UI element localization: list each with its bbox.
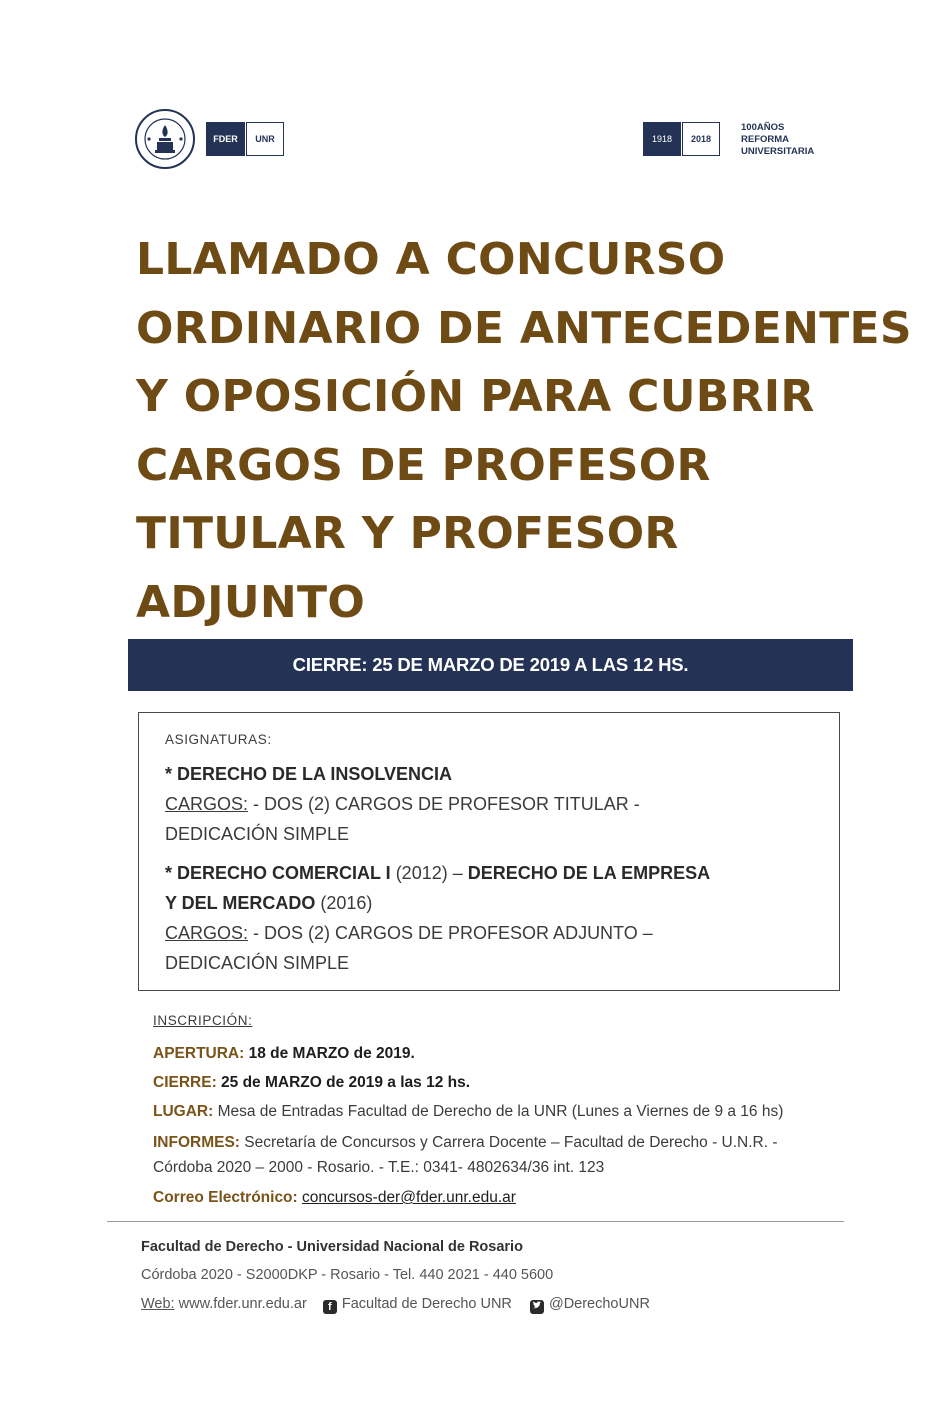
email-label: Correo Electrónico:: [153, 1189, 298, 1206]
footer-links: [141, 1296, 650, 1314]
facebook-link[interactable]: Facultad de Derecho UNR: [341, 1296, 512, 1312]
email-row: [153, 1183, 516, 1212]
lugar-label: LUGAR:: [153, 1103, 214, 1120]
subject-2-title-a: * DERECHO COMERCIAL I: [165, 863, 391, 883]
subject-1-title: * DERECHO DE LA INSOLVENCIA: [165, 764, 453, 784]
inscription-heading: INSCRIPCIÓN:: [153, 1013, 253, 1028]
centenary-line: REFORMA: [741, 134, 790, 145]
page-title: [136, 226, 912, 637]
centenary-line: 100AÑOS: [741, 122, 785, 133]
cargos-label: CARGOS:: [165, 794, 249, 814]
subject-1-cargos: [165, 790, 640, 820]
web-link[interactable]: www.fder.unr.edu.ar: [174, 1296, 307, 1312]
lugar-row: [153, 1097, 783, 1126]
email-link[interactable]: concursos-der@fder.unr.edu.ar: [302, 1189, 516, 1206]
informes-row-2: Córdoba 2020 – 2000 - Rosario. - T.E.: 0341- 4802634/36 int. 123: [153, 1159, 605, 1176]
centenary-line: UNIVERSITARIA: [741, 146, 815, 157]
subject-1-dedication: DEDICACIÓN SIMPLE: [165, 824, 350, 844]
subjects-heading: ASIGNATURAS:: [165, 732, 272, 747]
centenary-reform-logo: [741, 122, 851, 158]
twitter-icon: [530, 1300, 544, 1314]
facebook-icon: f: [323, 1300, 337, 1314]
year-1918-badge: 1918: [643, 122, 681, 156]
title-line: ADJUNTO: [136, 576, 366, 628]
apertura-label: APERTURA:: [153, 1045, 245, 1062]
subject-2-year-a: (2012) –: [390, 863, 468, 883]
cierre-value: 25 de MARZO de 2019 a las 12 hs.: [216, 1074, 471, 1091]
subject-2-cargos: [165, 919, 653, 949]
footer-institution: Facultad de Derecho - Universidad Nacional de Rosario: [141, 1239, 523, 1255]
footer-divider: [107, 1221, 844, 1222]
informes-label: INFORMES:: [153, 1134, 240, 1151]
title-line: LLAMADO A CONCURSO: [136, 234, 726, 285]
fder-logo: FDER: [206, 122, 245, 156]
subject-2-name-cont: [165, 889, 372, 919]
title-line: TITULAR Y PROFESOR: [136, 508, 679, 559]
cierre-row: [153, 1068, 470, 1097]
unr-logo: UNR: [246, 122, 284, 156]
web-label: Web:: [141, 1296, 175, 1312]
subject-2-positions: - DOS (2) CARGOS DE PROFESOR ADJUNTO –: [248, 923, 653, 943]
apertura-value: 18 de MARZO de 2019.: [244, 1045, 415, 1062]
subject-2-name: [165, 859, 710, 889]
subject-1-positions: - DOS (2) CARGOS DE PROFESOR TITULAR -: [248, 794, 640, 814]
subject-2-title-b: DERECHO DE LA EMPRESA: [467, 863, 711, 883]
apertura-row: [153, 1039, 415, 1068]
subject-2-dedication: DEDICACIÓN SIMPLE: [165, 953, 350, 973]
cierre-label: CIERRE:: [153, 1074, 217, 1091]
closing-date-banner: [128, 639, 853, 691]
lugar-value: Mesa de Entradas Facultad de Derecho de la UNR (Lunes a Viernes de 9 a 16 hs): [213, 1103, 784, 1120]
title-line: CARGOS DE PROFESOR: [136, 439, 711, 491]
footer-address: Córdoba 2020 - S2000DKP - Rosario - Tel. 440 2021 - 440 5600: [141, 1267, 554, 1283]
subject-2-year-b: (2016): [315, 893, 373, 913]
title-line: Y OPOSICIÓN PARA CUBRIR: [136, 371, 815, 422]
subject-1-name: [165, 760, 452, 790]
twitter-link[interactable]: @DerechoUNR: [548, 1296, 650, 1312]
informes-value: Secretaría de Concursos y Carrera Docente – Facultad de Derecho - U.N.R. -: [239, 1134, 778, 1151]
closing-date-text: CIERRE: 25 DE MARZO DE 2019 A LAS 12 HS.: [292, 654, 689, 675]
university-seal-logo: [134, 108, 196, 170]
cargos-label: CARGOS:: [165, 923, 249, 943]
year-2018-badge: 2018: [682, 122, 720, 156]
subject-2-title-c: Y DEL MERCADO: [165, 893, 316, 913]
title-line: ORDINARIO DE ANTECEDENTES: [136, 302, 912, 354]
